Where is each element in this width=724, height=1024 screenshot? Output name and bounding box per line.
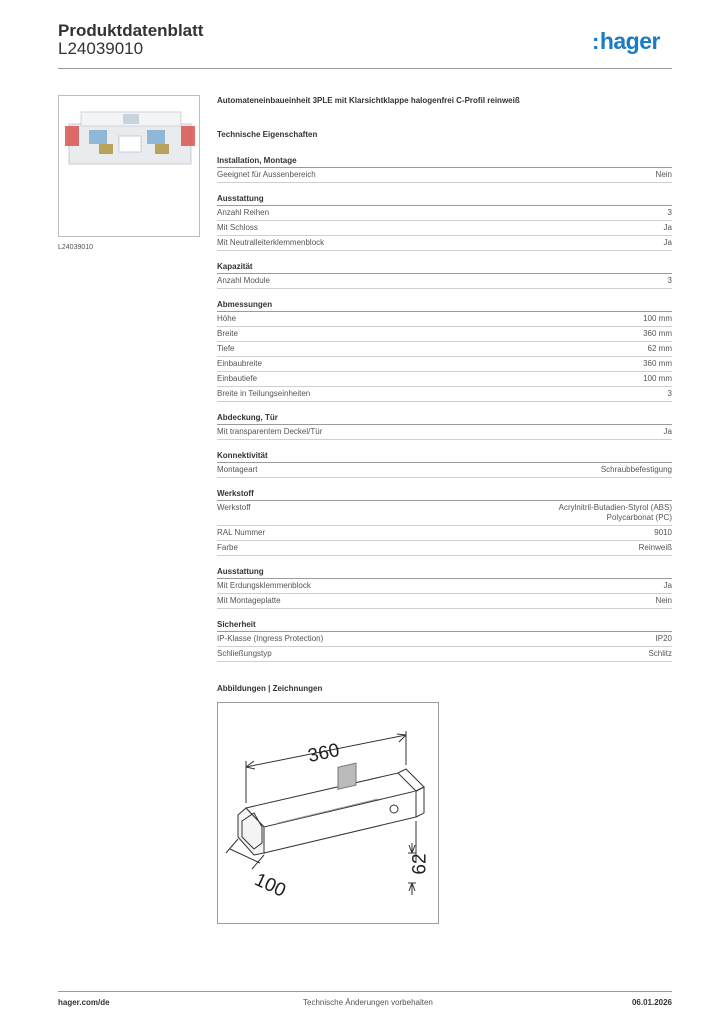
spec-section xyxy=(217,566,672,609)
figures-heading: Abbildungen | Zeichnungen xyxy=(217,684,323,693)
spec-label: Mit transparentem Deckel/Tür xyxy=(217,427,323,436)
spec-value-line: Ja xyxy=(663,427,672,436)
spec-row xyxy=(217,274,672,289)
spec-row xyxy=(217,463,672,478)
spec-label: IP-Klasse (Ingress Protection) xyxy=(217,634,324,643)
spec-value xyxy=(643,329,672,339)
height-dimension-label: 62 xyxy=(409,853,431,875)
spec-section xyxy=(217,450,672,478)
spec-value-line: 3 xyxy=(667,389,672,398)
spec-value-line: 9010 xyxy=(654,528,672,537)
spec-label: Breite in Teilungseinheiten xyxy=(217,389,311,398)
spec-row xyxy=(217,342,672,357)
logo-text: hager xyxy=(599,28,660,54)
spec-label: Mit Erdungsklemmenblock xyxy=(217,581,311,590)
spec-row xyxy=(217,206,672,221)
specs-heading: Technische Eigenschaften xyxy=(217,130,318,139)
product-photo-icon xyxy=(59,96,199,236)
hager-logo: :hager xyxy=(592,28,660,54)
product-image xyxy=(58,95,200,237)
spec-value-line: Reinweiß xyxy=(638,543,672,552)
footer-note: Technische Änderungen vorbehalten xyxy=(303,998,433,1007)
spec-value xyxy=(664,581,672,591)
product-code: L24039010 xyxy=(58,39,144,58)
spec-value xyxy=(664,223,672,233)
footer-divider xyxy=(58,991,672,992)
spec-value xyxy=(668,208,672,218)
spec-value xyxy=(664,238,672,248)
spec-value xyxy=(559,503,672,523)
spec-row xyxy=(217,632,672,647)
spec-row xyxy=(217,594,672,609)
spec-value xyxy=(643,359,672,369)
spec-row xyxy=(217,526,672,541)
section-title: Werkstoff xyxy=(217,488,672,501)
document-title: Produktdatenblatt xyxy=(58,21,204,40)
spec-row xyxy=(217,579,672,594)
spec-section xyxy=(217,193,672,251)
spec-label: Tiefe xyxy=(217,344,235,353)
spec-value xyxy=(643,374,672,384)
spec-value-line: 3 xyxy=(667,208,672,217)
spec-row xyxy=(217,387,672,402)
spec-value xyxy=(639,543,672,553)
spec-value-line: 100 mm xyxy=(643,374,672,383)
section-title: Ausstattung xyxy=(217,193,672,206)
dimension-drawing xyxy=(217,702,439,924)
spec-value-line: 3 xyxy=(667,276,672,285)
spec-section xyxy=(217,155,672,183)
depth-dimension-label: 100 xyxy=(251,869,289,902)
spec-label: Geeignet für Aussenbereich xyxy=(217,170,316,179)
spec-value-line: Schraubbefestigung xyxy=(600,465,672,474)
footer-date: 06.01.2026 xyxy=(631,998,672,1007)
spec-value-line: 100 mm xyxy=(643,314,672,323)
spec-value xyxy=(654,528,672,538)
spec-label: RAL Nummer xyxy=(217,528,266,537)
spec-section xyxy=(217,412,672,440)
spec-label: Farbe xyxy=(217,543,238,552)
spec-row xyxy=(217,425,672,440)
spec-section xyxy=(217,619,672,662)
spec-row xyxy=(217,221,672,236)
spec-value xyxy=(656,596,672,606)
spec-value-line: Ja xyxy=(663,238,672,247)
spec-label: Anzahl Module xyxy=(217,276,270,285)
spec-value-line: 360 mm xyxy=(643,329,672,338)
spec-section xyxy=(217,488,672,556)
dimension-drawing-svg xyxy=(218,703,438,923)
spec-label: Breite xyxy=(217,329,238,338)
spec-value xyxy=(601,465,672,475)
spec-label: Montageart xyxy=(217,465,258,474)
spec-label: Mit Schloss xyxy=(217,223,258,232)
specifications-table xyxy=(217,155,672,672)
spec-section xyxy=(217,261,672,289)
spec-label: Anzahl Reihen xyxy=(217,208,270,217)
spec-value-line: Polycarbonat (PC) xyxy=(606,513,672,522)
section-title: Abmessungen xyxy=(217,299,672,312)
spec-value-line: 360 mm xyxy=(643,359,672,368)
spec-label: Höhe xyxy=(217,314,237,323)
spec-value-line: IP20 xyxy=(655,634,672,643)
spec-value-line: Acrylnitril-Butadien-Styrol (ABS) xyxy=(558,503,672,512)
header-divider xyxy=(58,68,672,69)
spec-value xyxy=(668,389,672,399)
section-title: Kapazität xyxy=(217,261,672,274)
section-title: Konnektivität xyxy=(217,450,672,463)
spec-label: Schließungstyp xyxy=(217,649,272,658)
spec-row xyxy=(217,647,672,662)
spec-value-line: Ja xyxy=(663,581,672,590)
width-dimension-label: 360 xyxy=(306,739,342,768)
spec-label: Einbautiefe xyxy=(217,374,258,383)
spec-label: Mit Neutralleiterklemmenblock xyxy=(217,238,325,247)
spec-value-line: Nein xyxy=(655,170,672,179)
spec-row xyxy=(217,501,672,526)
spec-value xyxy=(656,634,672,644)
spec-row xyxy=(217,372,672,387)
spec-value xyxy=(643,314,672,324)
spec-row xyxy=(217,236,672,251)
spec-value xyxy=(648,649,672,659)
spec-value xyxy=(668,276,672,286)
image-caption: L24039010 xyxy=(58,244,94,251)
spec-row xyxy=(217,541,672,556)
section-title: Installation, Montage xyxy=(217,155,672,168)
spec-row xyxy=(217,312,672,327)
spec-label: Einbaubreite xyxy=(217,359,262,368)
section-title: Sicherheit xyxy=(217,619,672,632)
spec-value xyxy=(664,427,672,437)
section-title: Ausstattung xyxy=(217,566,672,579)
section-title: Abdeckung, Tür xyxy=(217,412,672,425)
spec-row xyxy=(217,168,672,183)
spec-value-line: Nein xyxy=(655,596,672,605)
spec-row xyxy=(217,357,672,372)
spec-value xyxy=(648,344,672,354)
product-name: Automateneinbaueinheit 3PLE mit Klarsichtklappe halogenfrei C-Profil reinweiß xyxy=(217,96,520,105)
spec-value-line: Ja xyxy=(663,223,672,232)
spec-section xyxy=(217,299,672,402)
footer-website-link[interactable]: hager.com/de xyxy=(58,998,110,1007)
spec-label: Werkstoff xyxy=(217,503,251,512)
spec-value xyxy=(656,170,672,180)
spec-value-line: 62 mm xyxy=(647,344,672,353)
spec-value-line: Schlitz xyxy=(648,649,672,658)
spec-row xyxy=(217,327,672,342)
spec-label: Mit Montageplatte xyxy=(217,596,281,605)
